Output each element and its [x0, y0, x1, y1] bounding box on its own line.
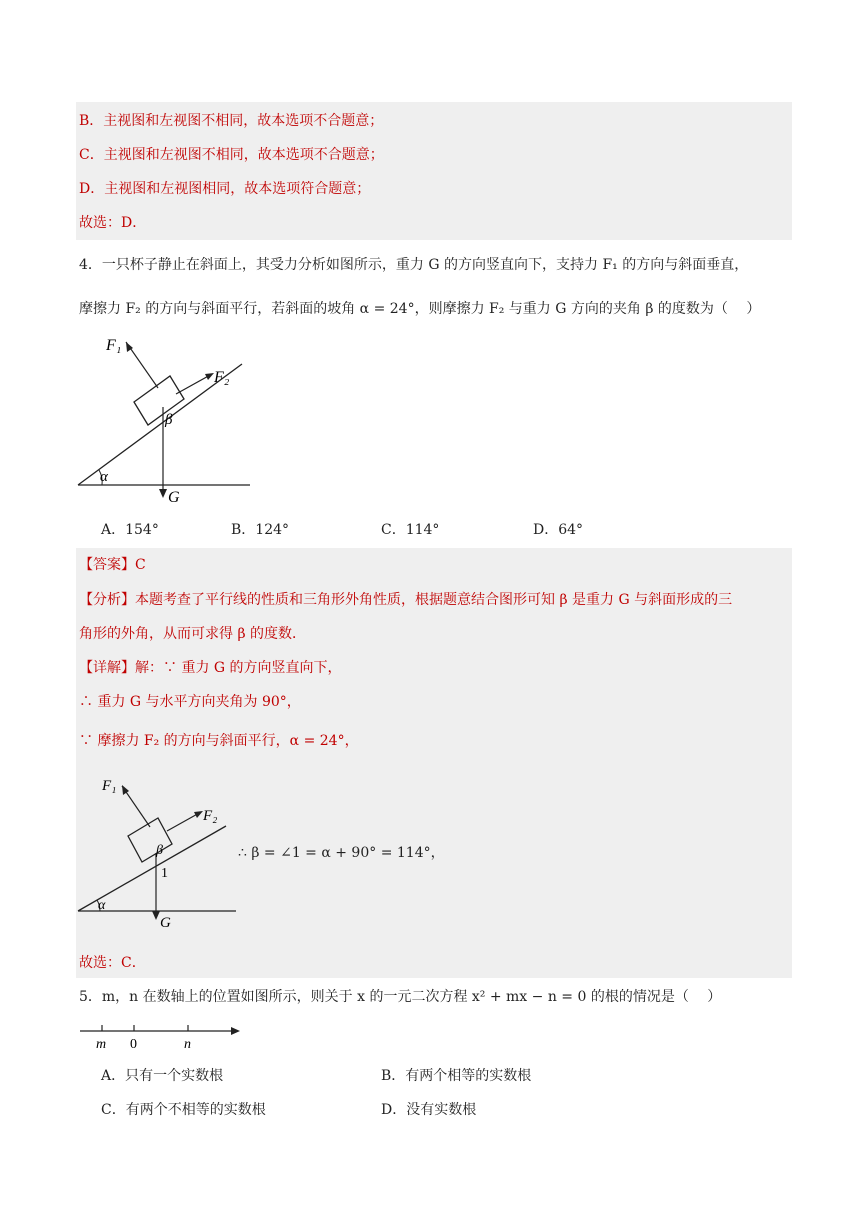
g-label: G — [168, 489, 180, 506]
option-b: B．124° — [231, 522, 290, 538]
f1-label: F₁ — [102, 778, 117, 794]
option-a: A．154° — [101, 522, 159, 538]
cup-square — [134, 376, 184, 425]
cup-square — [128, 818, 172, 862]
q5-option-d: D．没有实数根 — [381, 1102, 477, 1118]
solution-4-figure — [74, 768, 254, 938]
detail-line: 【详解】解：∵ 重力 G 的方向竖直向下， — [79, 660, 342, 676]
alpha-label: α — [98, 898, 106, 913]
conclusion-q4: 故选：C． — [79, 955, 146, 971]
angle-1-label: 1 — [161, 866, 168, 881]
question-5-stem: 5．m，n 在数轴上的位置如图所示，则关于 x 的一元二次方程 x² + mx − n = 0 的根的情况是（ ） — [79, 989, 722, 1005]
q5-option-a: A．只有一个实数根 — [101, 1068, 224, 1084]
f2-label: F₂ — [203, 808, 218, 824]
beta-label: β — [165, 412, 173, 428]
label-zero: 0 — [130, 1037, 137, 1052]
alpha-label: α — [100, 469, 108, 485]
f1-arrowhead — [122, 785, 129, 795]
q5-option-b: B．有两个相等的实数根 — [381, 1068, 532, 1084]
option-b-explanation: B．主视图和左视图不相同，故本选项不合题意； — [79, 113, 384, 129]
step-1: ∴ 重力 G 与水平方向夹角为 90°， — [79, 694, 301, 710]
beta-label: β — [156, 843, 163, 858]
option-c: C．114° — [381, 522, 440, 538]
axis-arrowhead — [231, 1027, 240, 1035]
g-arrowhead — [159, 489, 167, 498]
question-4-line-1: 4．一只杯子静止在斜面上，其受力分析如图所示，重力 G 的方向竖直向下，支持力 F₁ 的方向与斜面垂直， — [79, 257, 749, 273]
analysis-line-1: 【分析】本题考查了平行线的性质和三角形外角性质，根据题意结合图形可知 β 是重力 G 与斜面形成的三 — [79, 592, 733, 608]
question-4-line-2: 摩擦力 F₂ 的方向与斜面平行，若斜面的坡角 α = 24°，则摩擦力 F₂ 与重力 G 方向的夹角 β 的度数为（ ） — [79, 301, 761, 317]
q5-option-c: C．有两个不相等的实数根 — [101, 1102, 266, 1118]
analysis-line-2: 角形的外角，从而可求得 β 的度数． — [79, 626, 306, 642]
f2-arrowhead — [194, 811, 203, 818]
g-arrowhead — [152, 911, 160, 920]
g-label: G — [160, 915, 171, 931]
f2-label: F₂ — [214, 369, 230, 386]
f2-arrowhead — [205, 373, 214, 380]
label-m: m — [96, 1037, 107, 1052]
step-3: ∴ β = ∠1 = α + 90° = 114°， — [238, 845, 445, 861]
number-line — [78, 1018, 258, 1058]
conclusion-q3: 故选：D． — [79, 215, 147, 231]
label-n: n — [184, 1037, 191, 1052]
question-4-figure — [72, 330, 272, 510]
answer-label: 【答案】C — [79, 557, 146, 573]
option-c-explanation: C．主视图和左视图不相同，故本选项不合题意； — [79, 147, 384, 163]
option-d-explanation: D．主视图和左视图相同，故本选项符合题意； — [79, 181, 371, 197]
step-2: ∵ 摩擦力 F₂ 的方向与斜面平行，α = 24°， — [79, 733, 359, 749]
f1-label: F₁ — [106, 337, 122, 354]
option-d: D．64° — [533, 522, 584, 538]
